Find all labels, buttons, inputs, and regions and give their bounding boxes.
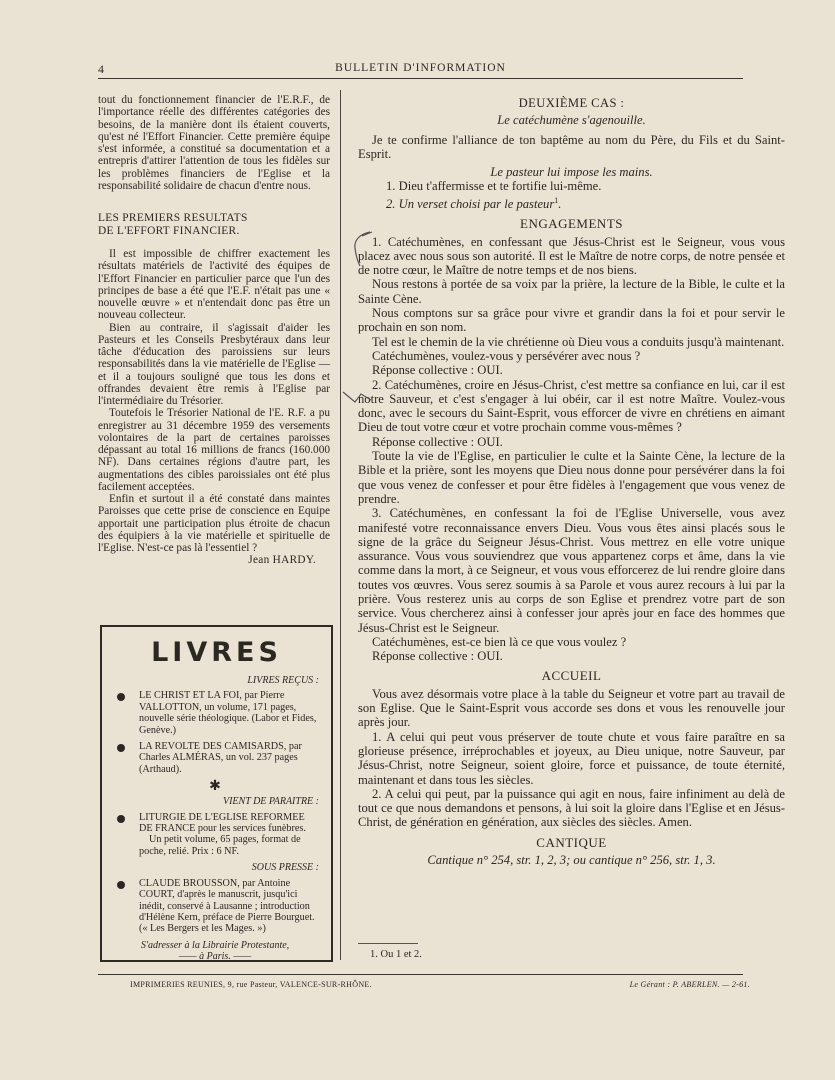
accueil-text: Vous avez désormais votre place à la table du Seigneur et votre part au travail de son Eglise. Que le Saint-Esprit vous accorde ses dons et vous les renouvelle jour après jour. <box>358 686 785 730</box>
page-number: 4 <box>98 62 104 76</box>
asterisk-separator: ✱ <box>209 779 221 795</box>
doxology-2: 2. A celui qui peut, par la puissance qui agit en nous, faire infiniment au delà de tout ce que nous demandons et pensons, à lui soit la gloire dans l'Eglise et en Jésus-Christ, de génération en génération, aux siècles des siècles. Amen. <box>358 786 785 830</box>
book-item: LITURGIE DE L'EGLISE REFORMEE DE FRANCE pour les services funèbres. Un petit volume, 65 pages, format de poche, relié. Prix : 6 NF. <box>111 812 319 858</box>
accueil-heading: ACCUEIL <box>541 668 602 684</box>
engagement-1-path: Tel est le chemin de la vie chrétienne où Dieu vous a conduits jusqu'à maintenant. <box>372 334 785 349</box>
engagement-1: 1. Catéchumènes, en confessant que Jésus-Christ est le Seigneur, vous vous placez avec nous sous son autorité. Il est le Maître de notre corps, de notre pensée et de notre cœur, le Maître de notre temps et de nos biens. <box>358 234 785 278</box>
engagement-3: 3. Catéchumènes, en confessant la foi de l'Eglise Universelle, vous avez manifesté votre reconnaissance envers Dieu. Vous vous êtes ainsi placés sous le signe de la grâce du Seigneur Jésus-Christ. Vous mettrez en elle votre unique assurance. Vous vous souviendrez que vous appartenez corps et âme, dans la vie comme dans la mort, à ce Seigneur, et vous vous efforcerez de lui rendre gloire dans toutes vos œuvres. Vous serez soumis à sa Parole et vous aurez recours à lui par la prière. Vous resterez unis au corps de son Eglise et prendrez votre part de son service. Vous chercherez ainsi à confesser jour après jour en face des hommes que Jésus-Christ est le Seigneur. <box>358 506 785 635</box>
footnote-ref: 1 <box>554 195 559 205</box>
footnote-rule <box>358 943 418 944</box>
pasteur-instruction: Le pasteur lui impose les mains. <box>490 165 653 180</box>
column-divider <box>340 90 341 960</box>
header-rule <box>98 78 743 79</box>
doxology-1: 1. A celui qui peut vous préserver de toute chute et vous faire paraître en sa glorieuse présence, irréprochables et joyeux, au Dieu unique, notre Sauveur, par Jésus-Christ, notre Seigneur, soient gloire, force et puissance, de toute éternité, maintenant et dans tous les siècles. <box>358 729 785 787</box>
deuxieme-cas-heading: DEUXIÈME CAS : <box>518 96 625 110</box>
gerant-credit: Le Gérant : P. ABERLEN. — 2-61. <box>629 980 750 989</box>
footnote: 1. Ou 1 et 2. <box>370 949 422 960</box>
right-column <box>358 96 785 867</box>
cantique-heading: CANTIQUE <box>536 834 607 850</box>
paragraph-au-contraire: Bien au contraire, il s'agissait d'aider les Pasteurs et les Conseils Presbytéraux dans leur tâche d'éducation des paroissiens sur leurs responsabilités dans la vie matérielle de l'Eglise — et il a toujours souligné que tous les dons et offrandes devaient être remis à l'Eglise par l'intermédiaire du Trésorier. <box>98 321 330 407</box>
librairie-address: S'adresser à la Librairie Protestante, —— à Paris. —— <box>140 939 290 963</box>
livres-box <box>100 625 333 962</box>
bullet-icon <box>117 881 125 889</box>
blessing-item-2: 2. Un verset choisi par le pasteur$^1$. <box>386 195 562 211</box>
footer-rule <box>98 974 743 975</box>
bulletin-title: BULLETIN D'INFORMATION <box>335 62 506 74</box>
engagement-1-response: Réponse collective : OUI. <box>372 363 503 378</box>
engagement-1-question: Catéchumènes, voulez-vous y persévérer avec nous ? <box>372 348 641 363</box>
engagement-3-response: Réponse collective : OUI. <box>372 649 503 664</box>
paragraph-chiffrer: Il est impossible de chiffrer exactement les résultats matériels de l'activité des équipes de l'Effort Financier en particulier parce que l'un des principes de base a été que l'E.F. n'était pas une « nouvelle œuvre » et n'entendait donc pas être un nouveau collecteur. <box>98 248 330 322</box>
paragraph-tresorier: Toutefois le Trésorier National de l'E. R.F. a pu enregistrer au 31 décembre 1959 des versements volontaires de la part de certaines paroisses dépassant au total 16 millions de francs (160.000 NF). Dans certaines régions d'autre part, les augmentations des cibles paroissiales ont été plus facilement acceptées. <box>98 407 330 493</box>
bullet-icon <box>117 815 125 823</box>
confirmation-text: Je te confirme l'alliance de ton baptême au nom du Père, du Fils et du Saint-Esprit. <box>358 132 785 161</box>
engagement-1-prayer: Nous restons à portée de sa voix par la prière, la lecture de la Bible, le culte et la Sainte Cène. <box>358 277 785 306</box>
left-column <box>98 94 330 567</box>
page-header <box>98 62 743 78</box>
engagement-2-response: Réponse collective : OUI. <box>372 434 503 449</box>
blessing-item-1: 1. Dieu t'affermisse et te fortifie lui-même. <box>386 179 602 194</box>
book-item: LE CHRIST ET LA FOI, par Pierre VALLOTTON, un volume, 171 pages, nouvelle série théologique. (Labor et Fides, Genève.) <box>111 690 319 736</box>
engagements-heading: ENGAGEMENTS <box>520 216 623 232</box>
engagement-2: 2. Catéchumènes, croire en Jésus-Christ, c'est mettre sa confiance en lui, car il est notre Sauveur, et c'est s'engager à lui obéir, car il est notre Maître. Voulez-vous donc, avec le secours du Saint-Esprit, vous efforcer de vivre en chrétiens en aimant Dieu de tout votre cœur et votre prochain comme vous-mêmes ? <box>358 377 785 435</box>
pencil-arrow-icon <box>341 388 373 406</box>
intro-paragraph: tout du fonctionnement financier de l'E.R.F., de l'importance réelle des différentes catégories des besoins, de la manière dont ils étaient couverts, qu'est né l'Effort Financier. Cette première équipe s'est informée, a constitué sa documentation et a entrepris d'attirer l'attention de tous les fidèles sur les problèmes financiers de l'Eglise et la responsabilité solidaire de chacun d'entre nous. <box>98 94 330 192</box>
livres-recus-label: LIVRES REÇUS : <box>247 675 319 686</box>
sous-presse-label: SOUS PRESSE : <box>251 862 319 874</box>
bullet-icon <box>117 744 125 752</box>
section-heading-resultats: LES PREMIERS RESULTATS DE L'EFFORT FINANCIER. <box>98 212 248 237</box>
vient-de-paraitre-label: VIENT DE PARAITRE : <box>222 796 319 808</box>
livres-title: LIVRES <box>151 637 282 668</box>
livres-list <box>111 673 319 963</box>
author-signature: Jean HARDY. <box>248 554 316 567</box>
printer-credit: IMPRIMERIES REUNIES, 9, rue Pasteur, VALENCE-SUR-RHÔNE. <box>130 980 372 989</box>
cas-subtitle: Le catéchumène s'agenouille. <box>497 113 646 128</box>
engagement-1-grace: Nous comptons sur sa grâce pour vivre et grandir dans la foi et pour servir le prochain en son nom. <box>358 306 785 335</box>
book-item: CLAUDE BROUSSON, par Antoine COURT, d'après le manuscrit, jusqu'ici inédit, conservé à Lausanne ; introduction d'Hélène Kern, préface de Pierre Bourguet. (« Les Bergers et les Mages. ») <box>111 878 319 935</box>
book-item: LA REVOLTE DES CAMISARDS, par Charles ALMÉRAS, un vol. 237 pages (Arthaud). <box>111 741 319 775</box>
cantique-text: Cantique n° 254, str. 1, 2, 3; ou cantique n° 256, str. 1, 3. <box>427 853 716 868</box>
paragraph-enfin: Enfin et surtout il a été constaté dans maintes Paroisses que cette prise de conscience en Equipe apportait une participation plus étroite de chacun des équipiers à la vie matérielle et spirituelle de l'Eglise. N'est-ce pas là l'essentiel ? <box>98 493 330 554</box>
pencil-mark-icon <box>350 228 380 268</box>
engagement-2-life: Toute la vie de l'Eglise, en particulier le culte et la Sainte Cène, la lecture de la Bible et la prière, sont les moyens que Dieu nous donne pour persévérer dans la foi que vous venez de confesser et pour être fidèles à l'engagement que vous venez de prendre. <box>358 449 785 506</box>
bullet-icon <box>117 693 125 701</box>
engagement-3-question: Catéchumènes, est-ce bien là ce que vous voulez ? <box>372 634 627 649</box>
